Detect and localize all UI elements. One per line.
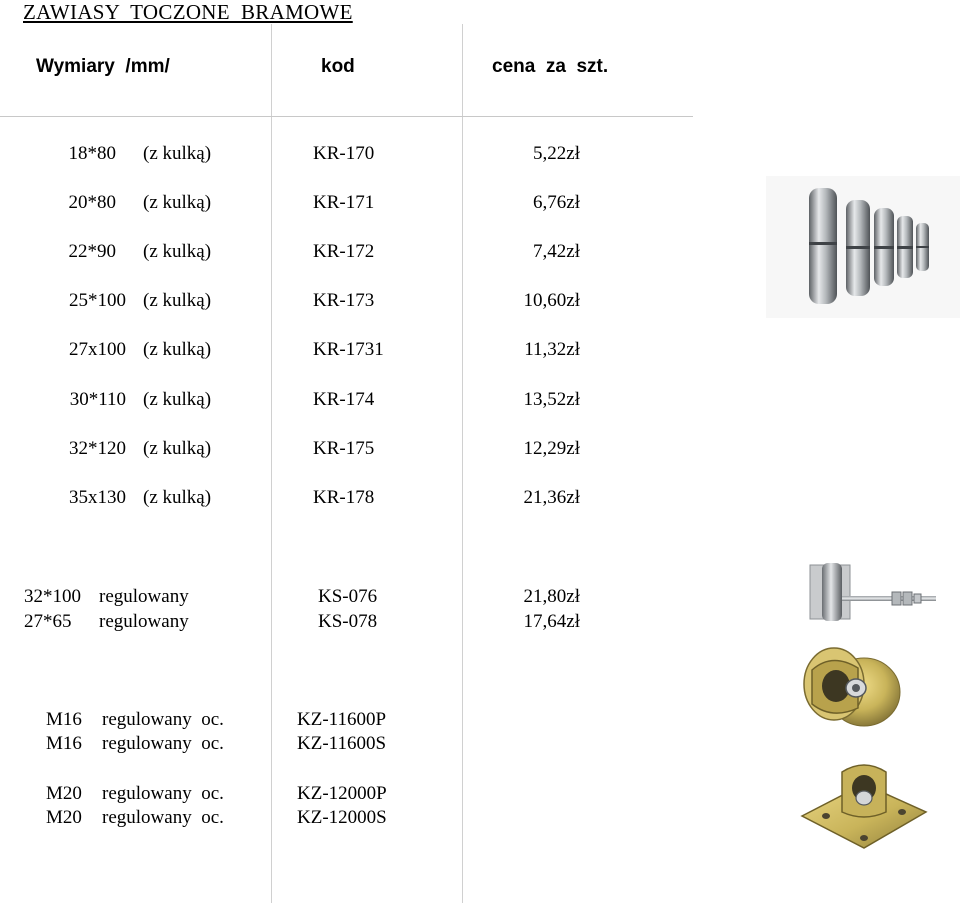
price-cell: 7,42zł: [533, 241, 580, 262]
size-cell: 32*120: [69, 438, 126, 459]
square-plate-hinge-photo: [780, 754, 944, 858]
code-cell: KR-173: [313, 290, 375, 311]
type-cell: (z kulką): [143, 290, 212, 311]
type-cell: regulowany oc.: [102, 807, 224, 828]
price-cell: 6,76zł: [533, 192, 580, 213]
code-cell: KZ-12000S: [297, 807, 387, 828]
code-cell: KR-175: [313, 438, 375, 459]
header-price: cena za szt.: [492, 56, 609, 77]
round-plate-hinge-photo: [766, 622, 944, 754]
size-cell: 18*80: [68, 143, 116, 164]
price-cell: 17,64zł: [523, 611, 580, 632]
column-divider: [462, 24, 463, 903]
size-cell: M20: [46, 807, 82, 828]
type-cell: regulowany oc.: [102, 733, 224, 754]
code-cell: KZ-11600S: [297, 733, 387, 754]
price-cell: 13,52zł: [523, 389, 580, 410]
size-cell: 27*65: [24, 611, 72, 632]
hinge-cylinder: [809, 188, 837, 304]
size-cell: 27x100: [69, 339, 126, 360]
code-cell: KS-078: [318, 611, 378, 632]
type-cell: (z kulką): [143, 389, 212, 410]
code-cell: KZ-12000P: [297, 783, 387, 804]
type-cell: regulowany: [99, 611, 189, 632]
type-cell: (z kulką): [143, 143, 212, 164]
code-cell: KZ-11600P: [297, 709, 387, 730]
header-rule: [0, 116, 693, 117]
code-cell: KR-172: [313, 241, 375, 262]
turned-hinges-photo: [766, 176, 960, 318]
page-title: ZAWIASY TOCZONE BRAMOWE: [23, 0, 353, 24]
type-cell: (z kulką): [143, 487, 212, 508]
code-cell: KR-1731: [313, 339, 384, 360]
header-code: kod: [321, 56, 355, 77]
code-cell: KR-171: [313, 192, 375, 213]
price-cell: 21,36zł: [523, 487, 580, 508]
price-cell: 21,80zł: [523, 586, 580, 607]
column-divider: [271, 24, 272, 903]
type-cell: (z kulką): [143, 339, 212, 360]
header-size: Wymiary /mm/: [36, 56, 170, 77]
hinge-cylinder: [874, 208, 894, 286]
hinge-cylinder: [846, 200, 870, 296]
price-cell: 5,22zł: [533, 143, 580, 164]
size-cell: 25*100: [69, 290, 126, 311]
type-cell: regulowany oc.: [102, 709, 224, 730]
size-cell: 30*110: [69, 389, 126, 410]
size-cell: 22*90: [68, 241, 116, 262]
size-cell: M20: [46, 783, 82, 804]
type-cell: regulowany: [99, 586, 189, 607]
size-cell: M16: [46, 733, 82, 754]
code-cell: KR-170: [313, 143, 375, 164]
size-cell: 35x130: [69, 487, 126, 508]
price-cell: 12,29zł: [523, 438, 580, 459]
hinge-cylinder: [916, 223, 929, 271]
size-cell: M16: [46, 709, 82, 730]
size-cell: 32*100: [24, 586, 81, 607]
type-cell: regulowany oc.: [102, 783, 224, 804]
code-cell: KR-178: [313, 487, 375, 508]
price-cell: 10,60zł: [523, 290, 580, 311]
type-cell: (z kulką): [143, 241, 212, 262]
price-cell: 11,32zł: [524, 339, 580, 360]
code-cell: KS-076: [318, 586, 378, 607]
adjustable-hinge-bolt-photo: [808, 563, 938, 621]
code-cell: KR-174: [313, 389, 375, 410]
size-cell: 20*80: [68, 192, 116, 213]
type-cell: (z kulką): [143, 192, 212, 213]
type-cell: (z kulką): [143, 438, 212, 459]
hinge-cylinder: [897, 216, 913, 278]
